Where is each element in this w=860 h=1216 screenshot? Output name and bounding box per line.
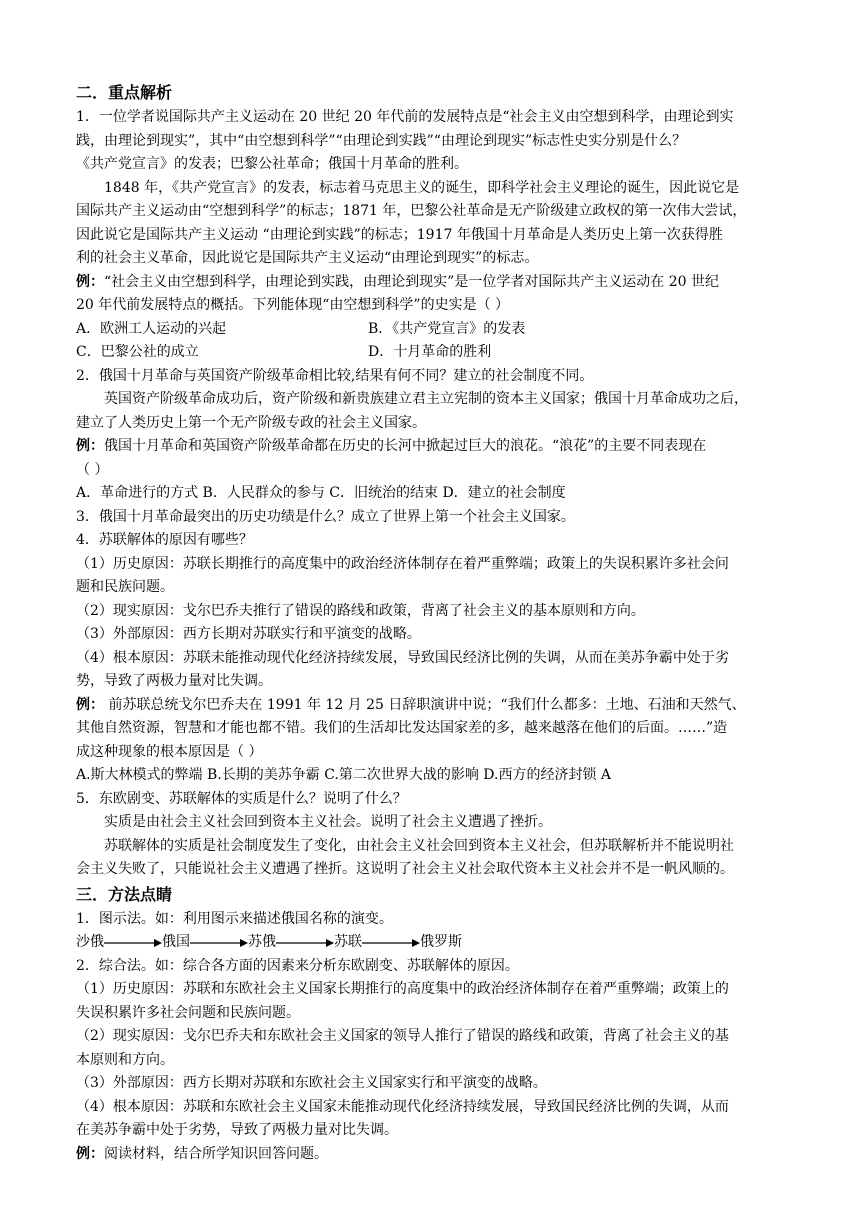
q1-explanation-1: 1848 年，《共产党宣言》的发表，标志着马克思主义的诞生，即科学社会主义理论的诞生，因此说它是: [104, 179, 740, 196]
section-heading-method-tips: 三．方法点睛: [76, 884, 173, 904]
q1-options-row-2: [76, 341, 788, 365]
example-label: 例：: [76, 438, 104, 454]
q5-explanation-2: 会主义失败了，只能说社会主义遭遇了挫折。这说明了社会主义社会取代资本主义社会并不是一帆风顺的。: [76, 861, 734, 877]
method-reason-4b: 在美苏争霸中处于劣势，导致了两极力量对比失调。: [76, 1122, 398, 1138]
method-example-text: 阅读材料，结合所学知识回答问题。: [104, 1145, 328, 1162]
q1-example-text-2: 20 年代前发展特点的概括。下列能体现“由空想到科学”的史实是（ ）: [76, 297, 510, 313]
content-column: [76, 80, 788, 1166]
q1-option-c: C．巴黎公社的成立: [76, 344, 199, 360]
example-label: 例：: [76, 1145, 104, 1162]
q4-example-text-3: 成这种现象的根本原因是（ ）: [76, 743, 263, 760]
flow-node-4: 苏联: [334, 934, 362, 950]
q2-explanation-1: 英国资产阶级革命成功后，资产阶级和新贵族建立君主立宪制的资本主义国家；俄国十月革命成功之后，: [104, 391, 748, 407]
arrow-right-icon: [190, 938, 248, 948]
q1-explanation-3: 因此说它是国际共产主义运动 “由理论到实践”的标志；1917 年俄国十月革命是人类历史上第一次获得胜: [76, 226, 723, 243]
method-1: 1．图示法。如：利用图示来描述俄国名称的演变。: [76, 910, 393, 927]
arrow-right-icon: [104, 938, 162, 948]
name-evolution-diagram: [76, 931, 788, 955]
q4-example-text-2: 其他自然资源，智慧和才能也都不错。我们的生活却比发达国家差的多，越来越落在他们的后面。……”造: [76, 720, 728, 736]
q1-answer: 《共产党宣言》的发表；巴黎公社革命；俄国十月革命的胜利。: [76, 156, 468, 172]
method-reason-2b: 本原则和方向。: [76, 1051, 174, 1068]
q1-option-d: D．十月革命的胜利: [368, 344, 492, 360]
q4-reason-1a: （1）历史原因：苏联长期推行的高度集中的政治经济体制存在着严重弊端；政策上的失误积累许多社会问: [76, 555, 729, 572]
method-reason-3: （3）外部原因：西方长期对苏联和东欧社会主义国家实行和平演变的战略。: [76, 1075, 547, 1091]
q4-options: A.斯大林模式的弊端 B.长期的美苏争霸 C.第二次世界大战的影响 D.西方的经济封锁 A: [76, 767, 612, 783]
example-label: 例：: [76, 273, 104, 290]
method-reason-1b: 失误积累许多社会问题和民族问题。: [76, 1004, 300, 1021]
method-2: 2．综合法。如：综合各方面的因素来分析东欧剧变、苏联解体的原因。: [76, 957, 519, 974]
q1-options-row-1: [76, 318, 788, 342]
flow-node-1: 沙俄: [76, 934, 104, 950]
q1-line-2: 践，由理论到现实”，其中“由空想到科学”“由理论到实践”“由理论到现实”标志性史实分别是什么？: [76, 132, 687, 149]
q1-option-b: B．《共产党宣言》的发表: [368, 320, 526, 337]
q2-explanation-2: 建立了人类历史上第一个无产阶级专政的社会主义国家。: [76, 414, 426, 431]
example-label: 例：: [76, 696, 104, 713]
q2-example: [76, 435, 788, 459]
q4-reason-3: （3）外部原因：西方长期对苏联实行和平演变的战略。: [76, 626, 421, 642]
q4-line-1: 4．苏联解体的原因有哪些？: [76, 532, 253, 548]
method-reason-4a: （4）根本原因：苏联和东欧社会主义国家未能推动现代化经济持续发展，导致国民经济比例的失调，从而: [76, 1098, 729, 1115]
q4-example-text-1: 前苏联总统戈尔巴乔夫在 1991 年 12 月 25 日辞职演讲中说；“我们什么都多：土地、石油和天然气、: [104, 696, 746, 713]
q4-example: [76, 694, 788, 718]
q4-reason-2: （2）现实原因：戈尔巴乔夫推行了错误的路线和政策，背离了社会主义的基本原则和方向。: [76, 602, 645, 619]
q1-option-a: A．欧洲工人运动的兴起: [76, 320, 227, 337]
q2-example-text-2: （ ）: [76, 461, 109, 478]
q2-line-1: 2．俄国十月革命与英国资产阶级革命相比较,结果有何不同？建立的社会制度不同。: [76, 367, 594, 384]
q1-line-1: 1．一位学者说国际共产主义运动在 20 世纪 20 年代前的发展特点是“社会主义由空想到科学，由理论到实: [76, 109, 734, 125]
q5-answer: 实质是由社会主义社会回到资本主义社会。说明了社会主义遭遇了挫折。: [104, 814, 552, 830]
q1-explanation-4: 利的社会主义革命，因此说它是国际共产主义运动“由理论到现实”的标志。: [76, 250, 539, 266]
q4-reason-4b: 势，导致了两极力量对比失调。: [76, 673, 272, 689]
q2-options: A．革命进行的方式 B．人民群众的参与 C．旧统治的结束 D．建立的社会制度: [76, 485, 566, 501]
q4-reason-4a: （4）根本原因：苏联未能推动现代化经济持续发展，导致国民经济比例的失调，从而在美苏争霸中处于劣: [76, 649, 729, 666]
q1-example-text-1: “社会主义由空想到科学，由理论到实践，由理论到现实”是一位学者对国际共产主义运动在 20 世纪: [104, 273, 720, 290]
q5-line-1: 5．东欧剧变、苏联解体的实质是什么？说明了什么？: [76, 790, 407, 807]
q4-reason-1b: 题和民族问题。: [76, 579, 174, 595]
q3-line: 3．俄国十月革命最突出的历史功绩是什么？成立了世界上第一个社会主义国家。: [76, 508, 575, 525]
q1-example: [76, 271, 788, 295]
arrow-right-icon: [362, 938, 420, 948]
flow-node-2: 俄国: [162, 934, 190, 950]
flow-node-3: 苏俄: [248, 934, 276, 950]
arrow-right-icon: [276, 938, 334, 948]
q5-explanation-1: 苏联解体的实质是社会制度发生了变化，由社会主义社会回到资本主义社会，但苏联解析并不能说明社: [104, 837, 734, 854]
q2-example-text-1: 俄国十月革命和英国资产阶级革命都在历史的长河中掀起过巨大的浪花。“浪花”的主要不同表现在: [104, 438, 707, 454]
method-reason-1a: （1）历史原因：苏联和东欧社会主义国家长期推行的高度集中的政治经济体制存在着严重弊端；政策上的: [76, 981, 729, 997]
q1-explanation-2: 国际共产主义运动由“空想到科学”的标志；1871 年，巴黎公社革命是无产阶级建立政权的第一次伟大尝试，: [76, 203, 747, 219]
method-example: [76, 1143, 788, 1167]
method-reason-2a: （2）现实原因：戈尔巴乔夫和东欧社会主义国家的领导人推行了错误的路线和政策，背离了社会主义的基: [76, 1028, 729, 1044]
section-heading-key-analysis: 二．重点解析: [76, 83, 173, 102]
flow-node-5: 俄罗斯: [420, 934, 462, 950]
